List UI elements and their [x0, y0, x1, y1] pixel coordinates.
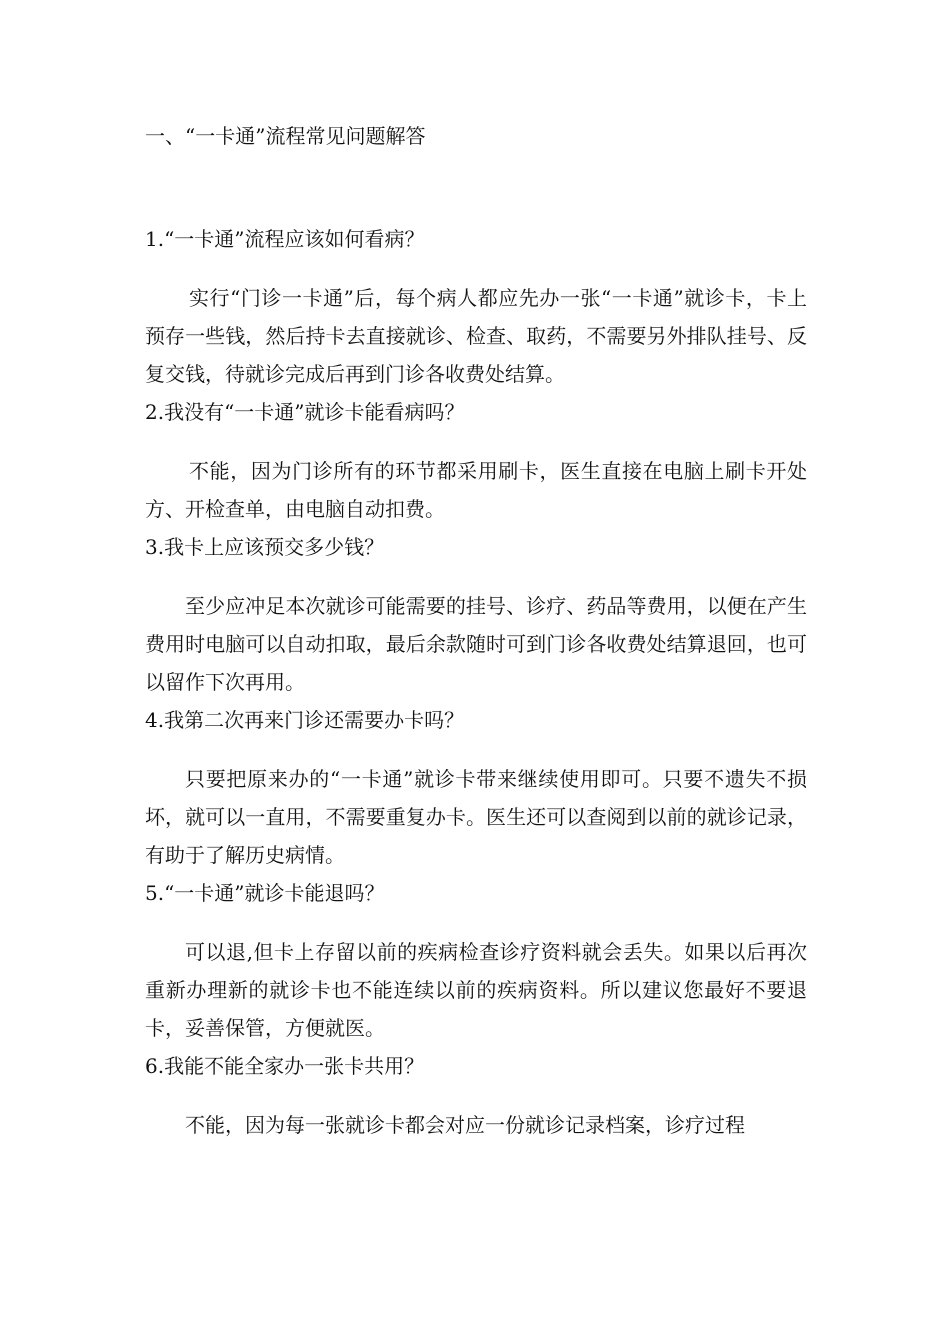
faq-answer-2: 不能，因为门诊所有的环节都采用刷卡，医生直接在电脑上刷卡开处方、开检查单，由电脑自动扣费。: [145, 459, 807, 521]
faq-answer-4: 只要把原来办的“一卡通”就诊卡带来继续使用即可。只要不遗失不损坏，就可以一直用，不需要重复办卡。医生还可以查阅到以前的就诊记录，有助于了解历史病情。: [145, 767, 807, 867]
faq-answer-5: 可以退,但卡上存留以前的疾病检查诊疗资料就会丢失。如果以后再次重新办理新的就诊卡也不能连续以前的疾病资料。所以建议您最好不要退卡，妥善保管，方便就医。: [145, 940, 807, 1040]
document-title: 一、“一卡通”流程常见问题解答: [145, 124, 426, 148]
faq-question-2: 2.我没有“一卡通”就诊卡能看病吗？: [145, 400, 465, 424]
faq-question-4: 4.我第二次再来门诊还需要办卡吗？: [145, 708, 465, 732]
faq-answer-1: 实行“门诊一卡通”后，每个病人都应先办一张“一卡通”就诊卡，卡上预存一些钱，然后持卡去直接就诊、检查、取药，不需要另外排队挂号、反复交钱，待就诊完成后再到门诊各收费处结算。: [145, 286, 807, 386]
faq-question-1: 1.“一卡通”流程应该如何看病？: [145, 227, 425, 251]
faq-question-3: 3.我卡上应该预交多少钱？: [145, 535, 385, 559]
faq-question-6: 6.我能不能全家办一张卡共用？: [145, 1054, 425, 1078]
faq-question-5: 5.“一卡通”就诊卡能退吗？: [145, 881, 385, 905]
faq-answer-6: 不能，因为每一张就诊卡都会对应一份就诊记录档案，诊疗过程: [185, 1113, 745, 1137]
faq-answer-3: 至少应冲足本次就诊可能需要的挂号、诊疗、药品等费用，以便在产生费用时电脑可以自动扣取，最后余款随时可到门诊各收费处结算退回，也可以留作下次再用。: [145, 594, 807, 694]
faq-list: [145, 220, 807, 1144]
